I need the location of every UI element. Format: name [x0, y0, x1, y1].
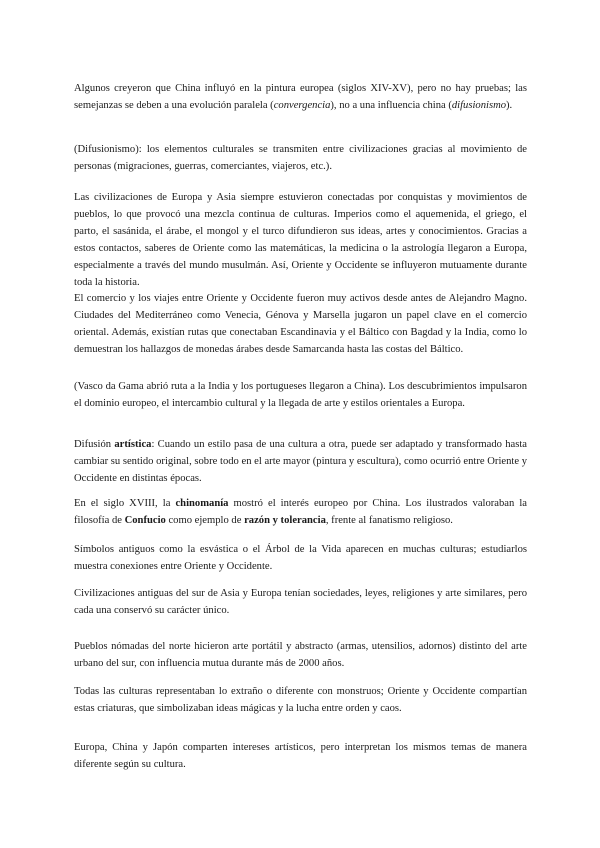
paragraph-monsters: Todas las culturas representaban lo extraño o diferente con monstruos; Oriente y Occidente compartían estas criaturas, que simbolizaban ideas mágicas y la lucha entre orden y caos. [74, 686, 527, 714]
paragraph-convergence [74, 80, 527, 114]
paragraph-civilizations: Las civilizaciones de Europa y Asia siempre estuvieron conectadas por conquistas y movimientos de pueblos, lo que provocó una mezcla continua de culturas. Imperios como el aquemenida, el griego, el parto, el sasánida, el árabe, el mongol y el turco difundieron sus ideas, artes y conocimientos. Gracias a estos contactos, saberes de Oriente como las matemáticas, la medicina o la astrología llegaron a Europa, especialmente a través del mundo musulmán. Así, Oriente y Occidente se influyeron mutuamente durante toda la historia. [74, 192, 527, 288]
text-run: como ejemplo de [165, 515, 245, 526]
text-run: , frente al fanatismo religioso. [325, 515, 453, 526]
paragraph-europe-china-japan: Europa, China y Japón comparten intereses artísticos, pero interpretan los mismos temas de manera diferente según su cultura. [74, 742, 527, 770]
term-artistica: artística [114, 439, 152, 450]
paragraph-symbols: Símbolos antiguos como la esvástica o el Árbol de la Vida aparecen en muchas culturas; estudiarlos muestra conexiones entre Oriente y Occidente. [74, 544, 527, 572]
paragraph-artistic-diffusion [74, 436, 527, 487]
text-run: En el siglo XVIII, la [74, 498, 176, 509]
paragraph-vasco-da-gama: (Vasco da Gama abrió ruta a la India y los portugueses llegaron a China). Los descubrimientos impulsaron el dominio europeo, el intercambio cultural y la llegada de arte y estilos orientales a Europa. [74, 381, 527, 409]
term-chinomania: chinomanía [175, 498, 229, 509]
text-run: ). [506, 100, 513, 111]
term-difusionismo: difusionismo [451, 100, 507, 111]
paragraph-nomads: Pueblos nómadas del norte hicieron arte portátil y abstracto (armas, utensilios, adornos) distinto del arte urbano del sur, con influencia mutua durante más de 2000 años. [74, 641, 527, 669]
text-run: mostró el interés europeo por China. Los ilustrados valoraban la filosofía de [74, 498, 527, 526]
paragraph-ancient-civilizations: Civilizaciones antiguas del sur de Asia y Europa tenían sociedades, leyes, religiones y arte similares, pero cada una conservó su carácter único. [74, 588, 527, 616]
text-run: : Cuando un estilo pasa de una cultura a otra, puede ser adaptado y transformado hasta cambiar su sentido original, sobre todo en el arte mayor (pintura y escultura), como ocurrió entre Oriente y Occidente en distintas épocas. [74, 439, 527, 484]
term-convergencia: convergencia [273, 100, 331, 111]
text-run: Algunos creyeron que China influyó en la pintura europea (siglos XIV-XV), pero no hay pruebas; las semejanzas se deben a una evolución paralela ( [74, 83, 527, 111]
text-run: ), no a una influencia china ( [330, 100, 452, 111]
text-run: Difusión [74, 439, 115, 450]
paragraph-difusionismo: (Difusionismo): los elementos culturales se transmiten entre civilizaciones gracias al movimiento de personas (migraciones, guerras, comerciantes, viajeros, etc.). [74, 144, 527, 172]
term-razon-tolerancia: razón y tolerancia [244, 515, 326, 526]
term-confucio: Confucio [124, 515, 166, 526]
paragraph-chinomania [74, 495, 527, 529]
paragraph-commerce: El comercio y los viajes entre Oriente y Occidente fueron muy activos desde antes de Alejandro Magno. Ciudades del Mediterráneo como Venecia, Génova y Marsella jugaron un papel clave en el comercio oriental. Además, existían rutas que conectaban Escandinavia y el Báltico con Bagdad y la India, como lo demuestran los hallazgos de monedas árabes desde Samarcanda hasta las costas del Báltico. [74, 293, 527, 355]
